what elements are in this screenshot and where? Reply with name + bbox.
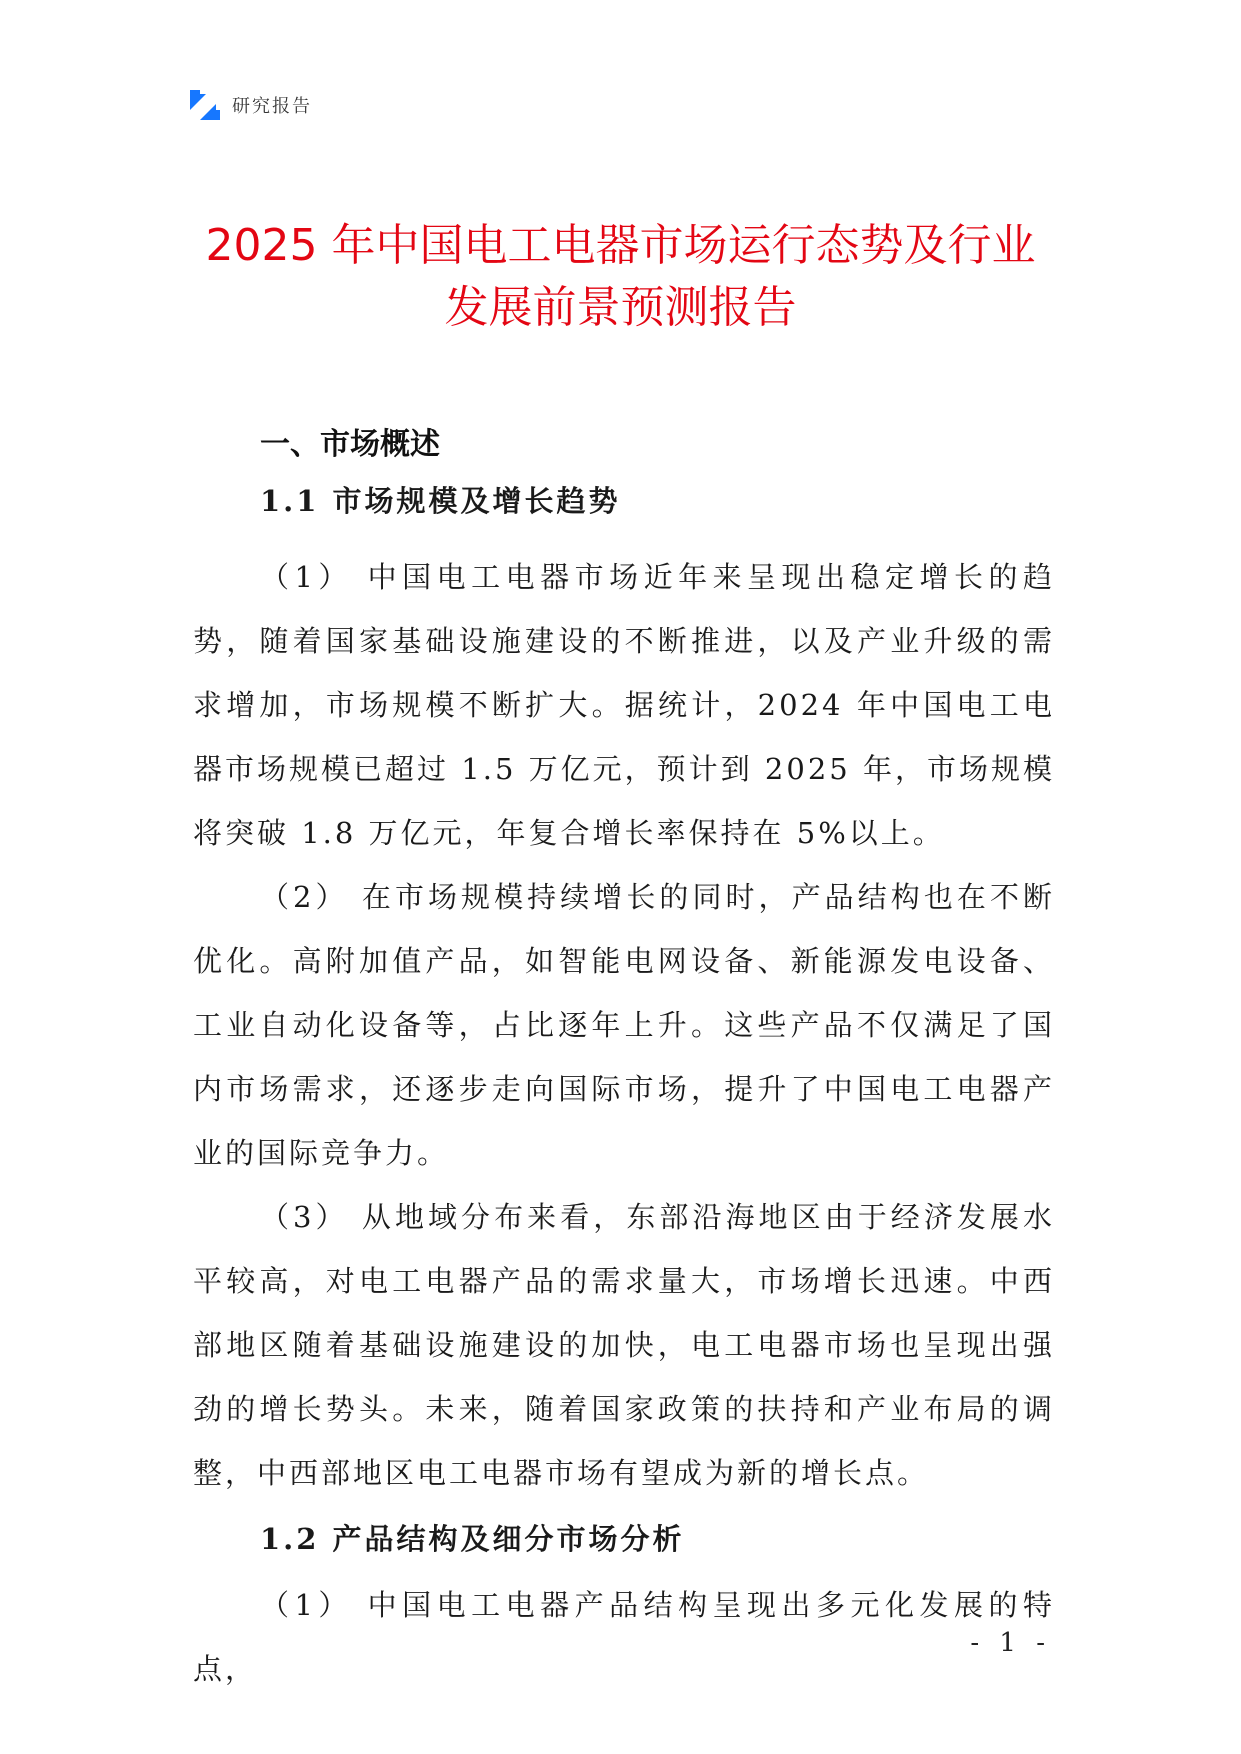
page-number: - 1 -: [970, 1628, 1051, 1658]
title-line-2: 发展前景预测报告: [444, 282, 797, 333]
report-header: [190, 90, 312, 120]
arrow-logo-icon: [190, 90, 220, 120]
report-title: [0, 215, 1241, 339]
title-line-1: 2025 年中国电工电器市场运行态势及行业: [205, 220, 1036, 271]
section-1-2-paragraph-1: （1） 中国电工电器产品结构呈现出多元化发展的特点，: [193, 1588, 1055, 1686]
section-1-heading: 一、市场概述: [260, 427, 440, 462]
report-body: [193, 425, 1055, 1701]
section-1-1-heading: 1.1 市场规模及增长趋势: [260, 484, 621, 518]
header-label: 研究报告: [232, 96, 312, 117]
section-1-1-paragraph-1: （1） 中国电工电器市场近年来呈现出稳定增长的趋势，随着国家基础设施建设的不断推进，以及产业升级的需求增加，市场规模不断扩大。据统计，2024 年中国电工电器市场规模已超过 1.5 万亿元，预计到 2025 年，市场规模将突破 1.8 万亿元，年复合增长率保持在 5%以上。: [193, 560, 1055, 850]
section-1-2-heading: 1.2 产品结构及细分市场分析: [260, 1522, 685, 1556]
section-1-1-paragraph-3: （3） 从地域分布来看，东部沿海地区由于经济发展水平较高，对电工电器产品的需求量大，市场增长迅速。中西部地区随着基础设施建设的加快，电工电器市场也呈现出强劲的增长势头。未来，随着国家政策的扶持和产业布局的调整，中西部地区电工电器市场有望成为新的增长点。: [193, 1200, 1055, 1490]
section-1-1-paragraph-2: （2） 在市场规模持续增长的同时，产品结构也在不断优化。高附加值产品，如智能电网设备、新能源发电设备、工业自动化设备等，占比逐年上升。这些产品不仅满足了国内市场需求，还逐步走向国际市场，提升了中国电工电器产业的国际竞争力。: [193, 880, 1055, 1170]
